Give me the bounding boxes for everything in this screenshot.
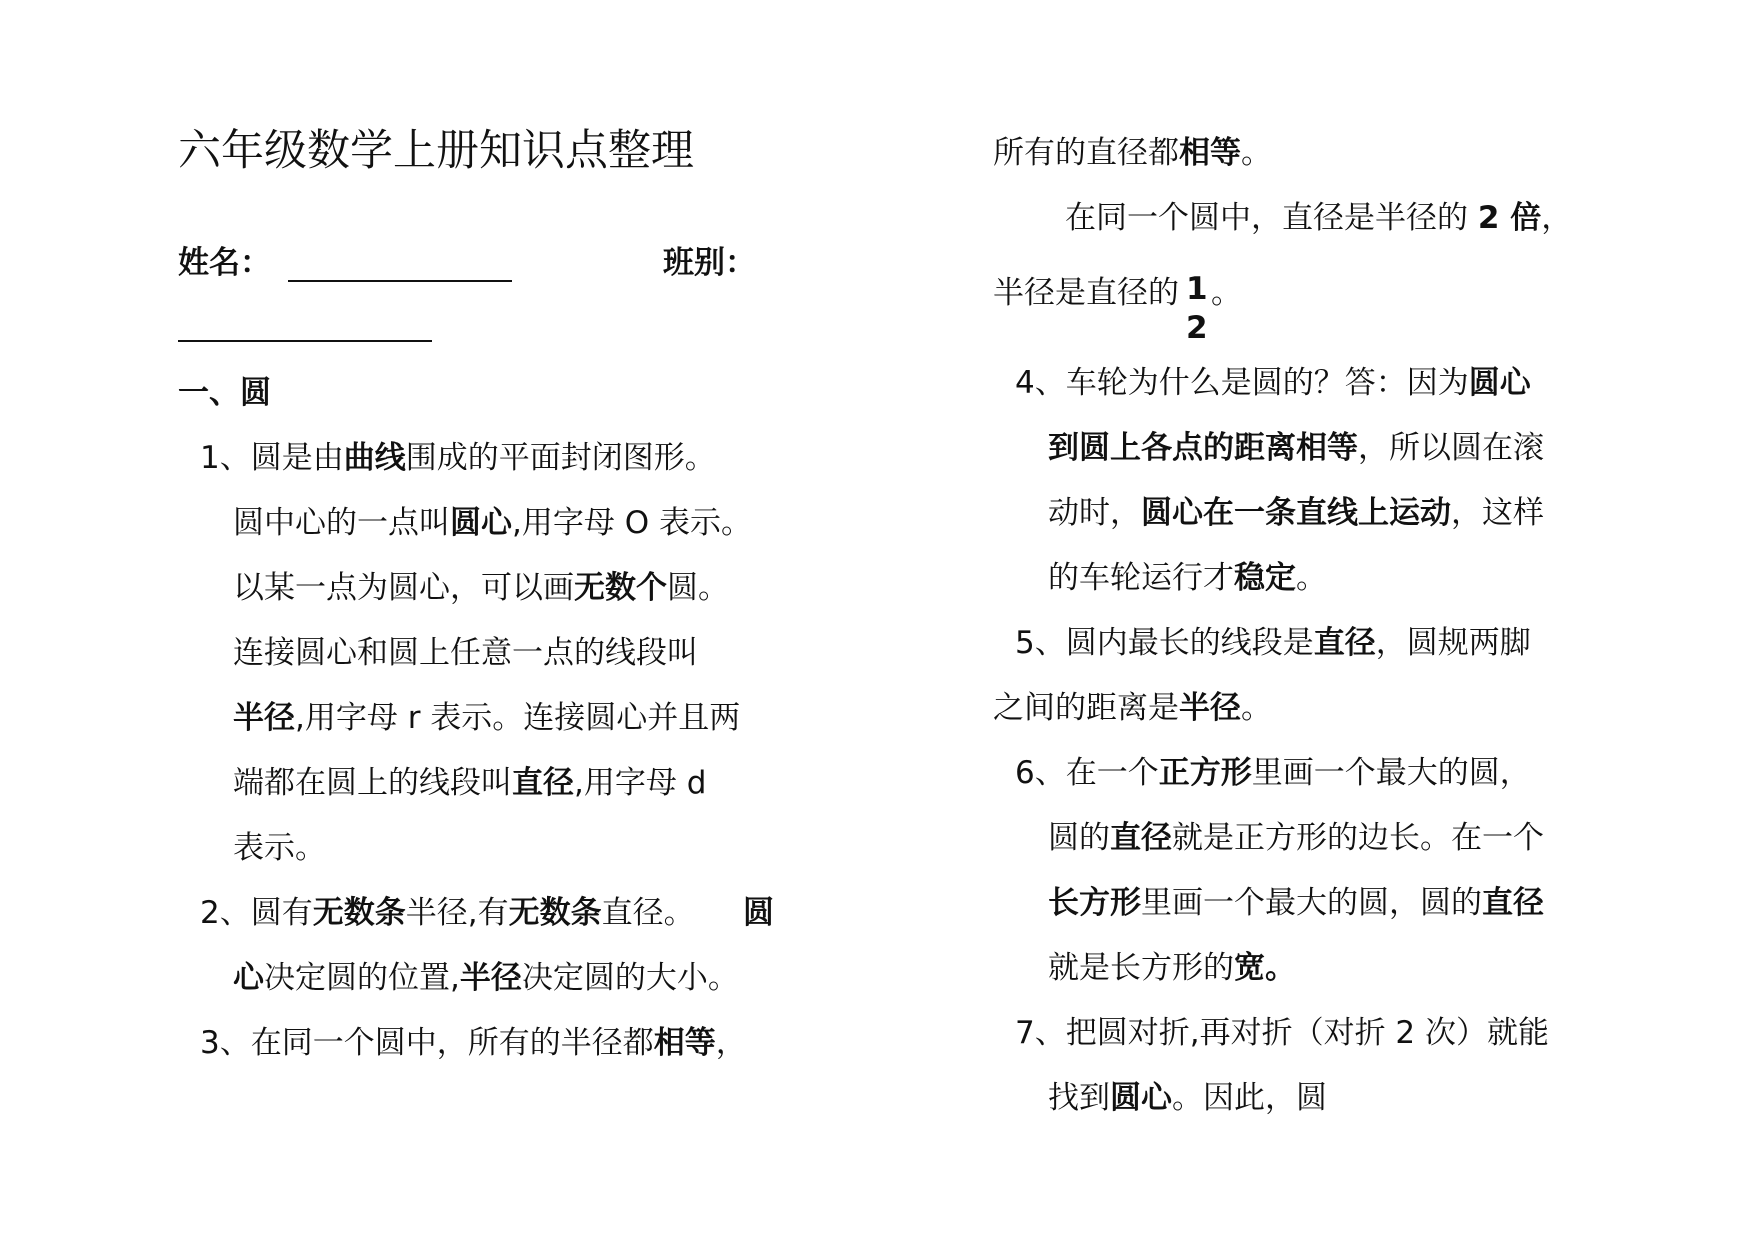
- item-6-line-1: 6、在一个正方形里画一个最大的圆，: [1015, 755, 1531, 791]
- item-6-line-2: 圆的直径就是正方形的边长。在一个: [1048, 820, 1544, 856]
- item-3-line-1: 3、在同一个圆中，所有的半径都相等，: [200, 1025, 747, 1061]
- page-title: 六年级数学上册知识点整理: [178, 126, 694, 176]
- item-4-line-4: 的车轮运行才稳定。: [1048, 560, 1327, 596]
- fraction-denominator: 2: [1186, 310, 1208, 346]
- name-blank-line: [288, 250, 512, 282]
- item-2-line-1: 2、圆有无数条半径,有无数条直径。: [200, 895, 695, 931]
- item-5-line-2: 之间的距离是半径。: [993, 690, 1272, 726]
- item-4-line-1: 4、车轮为什么是圆的？答：因为圆心: [1015, 365, 1531, 401]
- continued-line-2: 在同一个圆中，直径是半径的 2 倍，: [1065, 200, 1573, 236]
- item-1-line-2: 圆中心的一点叫圆心,用字母 O 表示。: [233, 505, 752, 541]
- item-1-line-5: 半径,用字母 r 表示。连接圆心并且两: [233, 700, 741, 736]
- item-7-line-1: 7、把圆对折,再对折（对折 2 次）就能: [1015, 1015, 1550, 1051]
- item-7-line-2: 找到圆心。因此，圆: [1048, 1080, 1327, 1116]
- item-1-line-1: 1、圆是由曲线围成的平面封闭图形。: [200, 440, 716, 476]
- item-1-line-3: 以某一点为圆心，可以画无数个圆。: [233, 570, 729, 606]
- class-label: 班别：: [663, 245, 756, 281]
- class-blank-line: [178, 310, 432, 342]
- item-1-line-6: 端都在圆上的线段叫直径,用字母 d: [233, 765, 707, 801]
- fraction-numerator: 1: [1186, 271, 1208, 307]
- name-label: 姓名：: [178, 245, 271, 281]
- item-2-line-1-end: 圆: [743, 895, 774, 931]
- item-6-line-3: 长方形里画一个最大的圆，圆的直径: [1048, 885, 1544, 921]
- continued-line-3-end: 。: [1211, 275, 1242, 311]
- item-5-line-1: 5、圆内最长的线段是直径，圆规两脚: [1015, 625, 1531, 661]
- item-4-line-3: 动时，圆心在一条直线上运动，这样: [1048, 495, 1544, 531]
- item-1-line-7: 表示。: [233, 830, 326, 866]
- item-1-line-4: 连接圆心和圆上任意一点的线段叫: [233, 635, 698, 671]
- continued-line-1: 所有的直径都相等。: [993, 135, 1272, 171]
- item-6-line-4: 就是长方形的宽。: [1048, 950, 1296, 986]
- item-2-line-2: 心决定圆的位置,半径决定圆的大小。: [233, 960, 739, 996]
- continued-line-3: 半径是直径的: [993, 275, 1179, 311]
- item-4-line-2: 到圆上各点的距离相等，所以圆在滚: [1048, 430, 1544, 466]
- section-heading: 一、圆: [178, 375, 271, 411]
